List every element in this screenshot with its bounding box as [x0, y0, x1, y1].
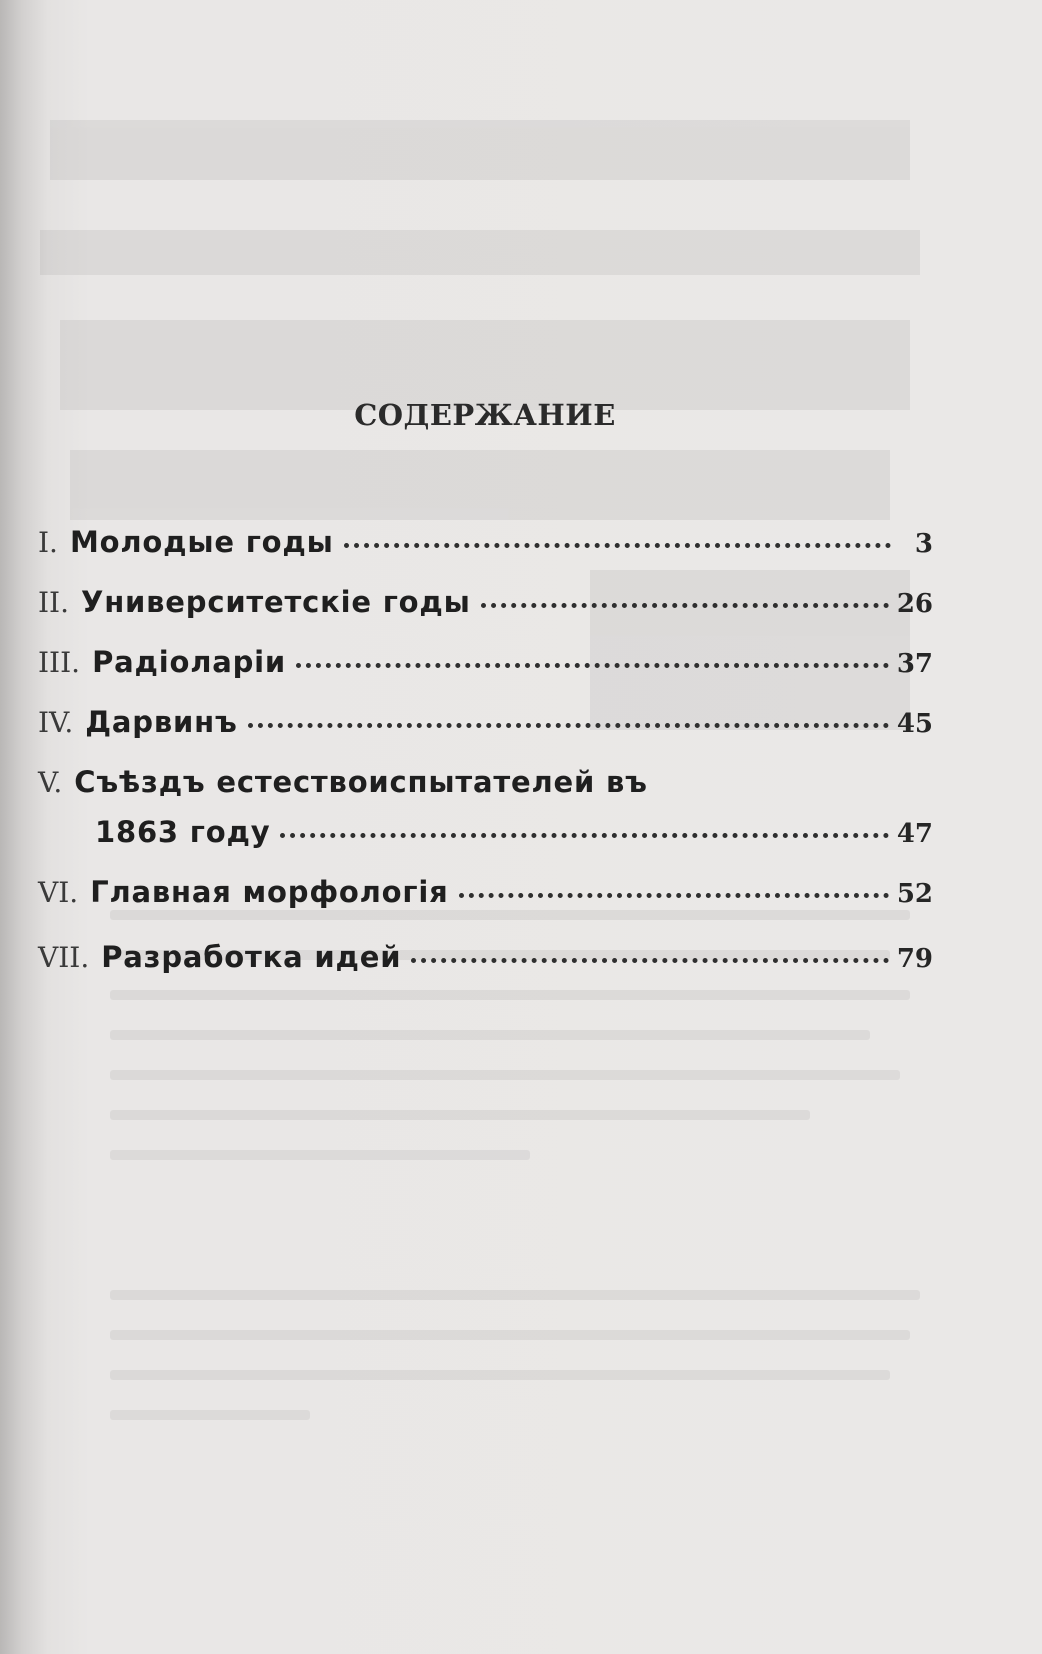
chapter-numeral: V. — [38, 766, 63, 799]
dot-leader — [344, 543, 891, 548]
chapter-title: Университетскіе годы — [81, 585, 471, 619]
toc-entry-6 — [38, 875, 933, 915]
toc-entry-1 — [38, 525, 933, 565]
chapter-title: Съѣздъ естествоиспытателей въ — [74, 765, 648, 799]
page-title: СОДЕРЖАНИЕ — [354, 398, 616, 432]
chapter-numeral: VI. — [38, 876, 79, 909]
toc-entry-7 — [38, 940, 933, 980]
dot-leader — [411, 958, 889, 963]
toc-entry-5 — [38, 765, 933, 805]
page-number: 26 — [896, 589, 933, 619]
dot-leader — [280, 833, 888, 838]
chapter-numeral: I. — [38, 526, 58, 559]
chapter-numeral: II. — [38, 586, 70, 619]
chapter-numeral: IV. — [38, 706, 74, 739]
dot-leader — [248, 723, 889, 728]
toc-entry-5-continued — [38, 815, 933, 855]
dot-leader — [481, 603, 889, 608]
chapter-title: Радіоларіи — [92, 645, 287, 679]
page-number: 37 — [896, 649, 933, 679]
page-number: 45 — [896, 709, 933, 739]
dot-leader — [296, 663, 889, 668]
page-number: 79 — [896, 944, 933, 974]
chapter-title: Главная морфологія — [90, 875, 449, 909]
chapter-title-continued: 1863 году — [95, 815, 271, 849]
chapter-title: Дарвинъ — [85, 705, 238, 739]
page-number: 47 — [896, 819, 933, 849]
toc-entry-3 — [38, 645, 933, 685]
toc-entry-2 — [38, 585, 933, 625]
toc-entry-4 — [38, 705, 933, 745]
chapter-numeral: III. — [38, 646, 81, 679]
dot-leader — [459, 893, 889, 898]
chapter-numeral: VII. — [38, 941, 90, 974]
chapter-title: Молодые годы — [69, 525, 334, 559]
page-number: 3 — [914, 529, 933, 559]
chapter-title: Разработка идей — [101, 940, 402, 974]
page-number: 52 — [896, 879, 933, 909]
